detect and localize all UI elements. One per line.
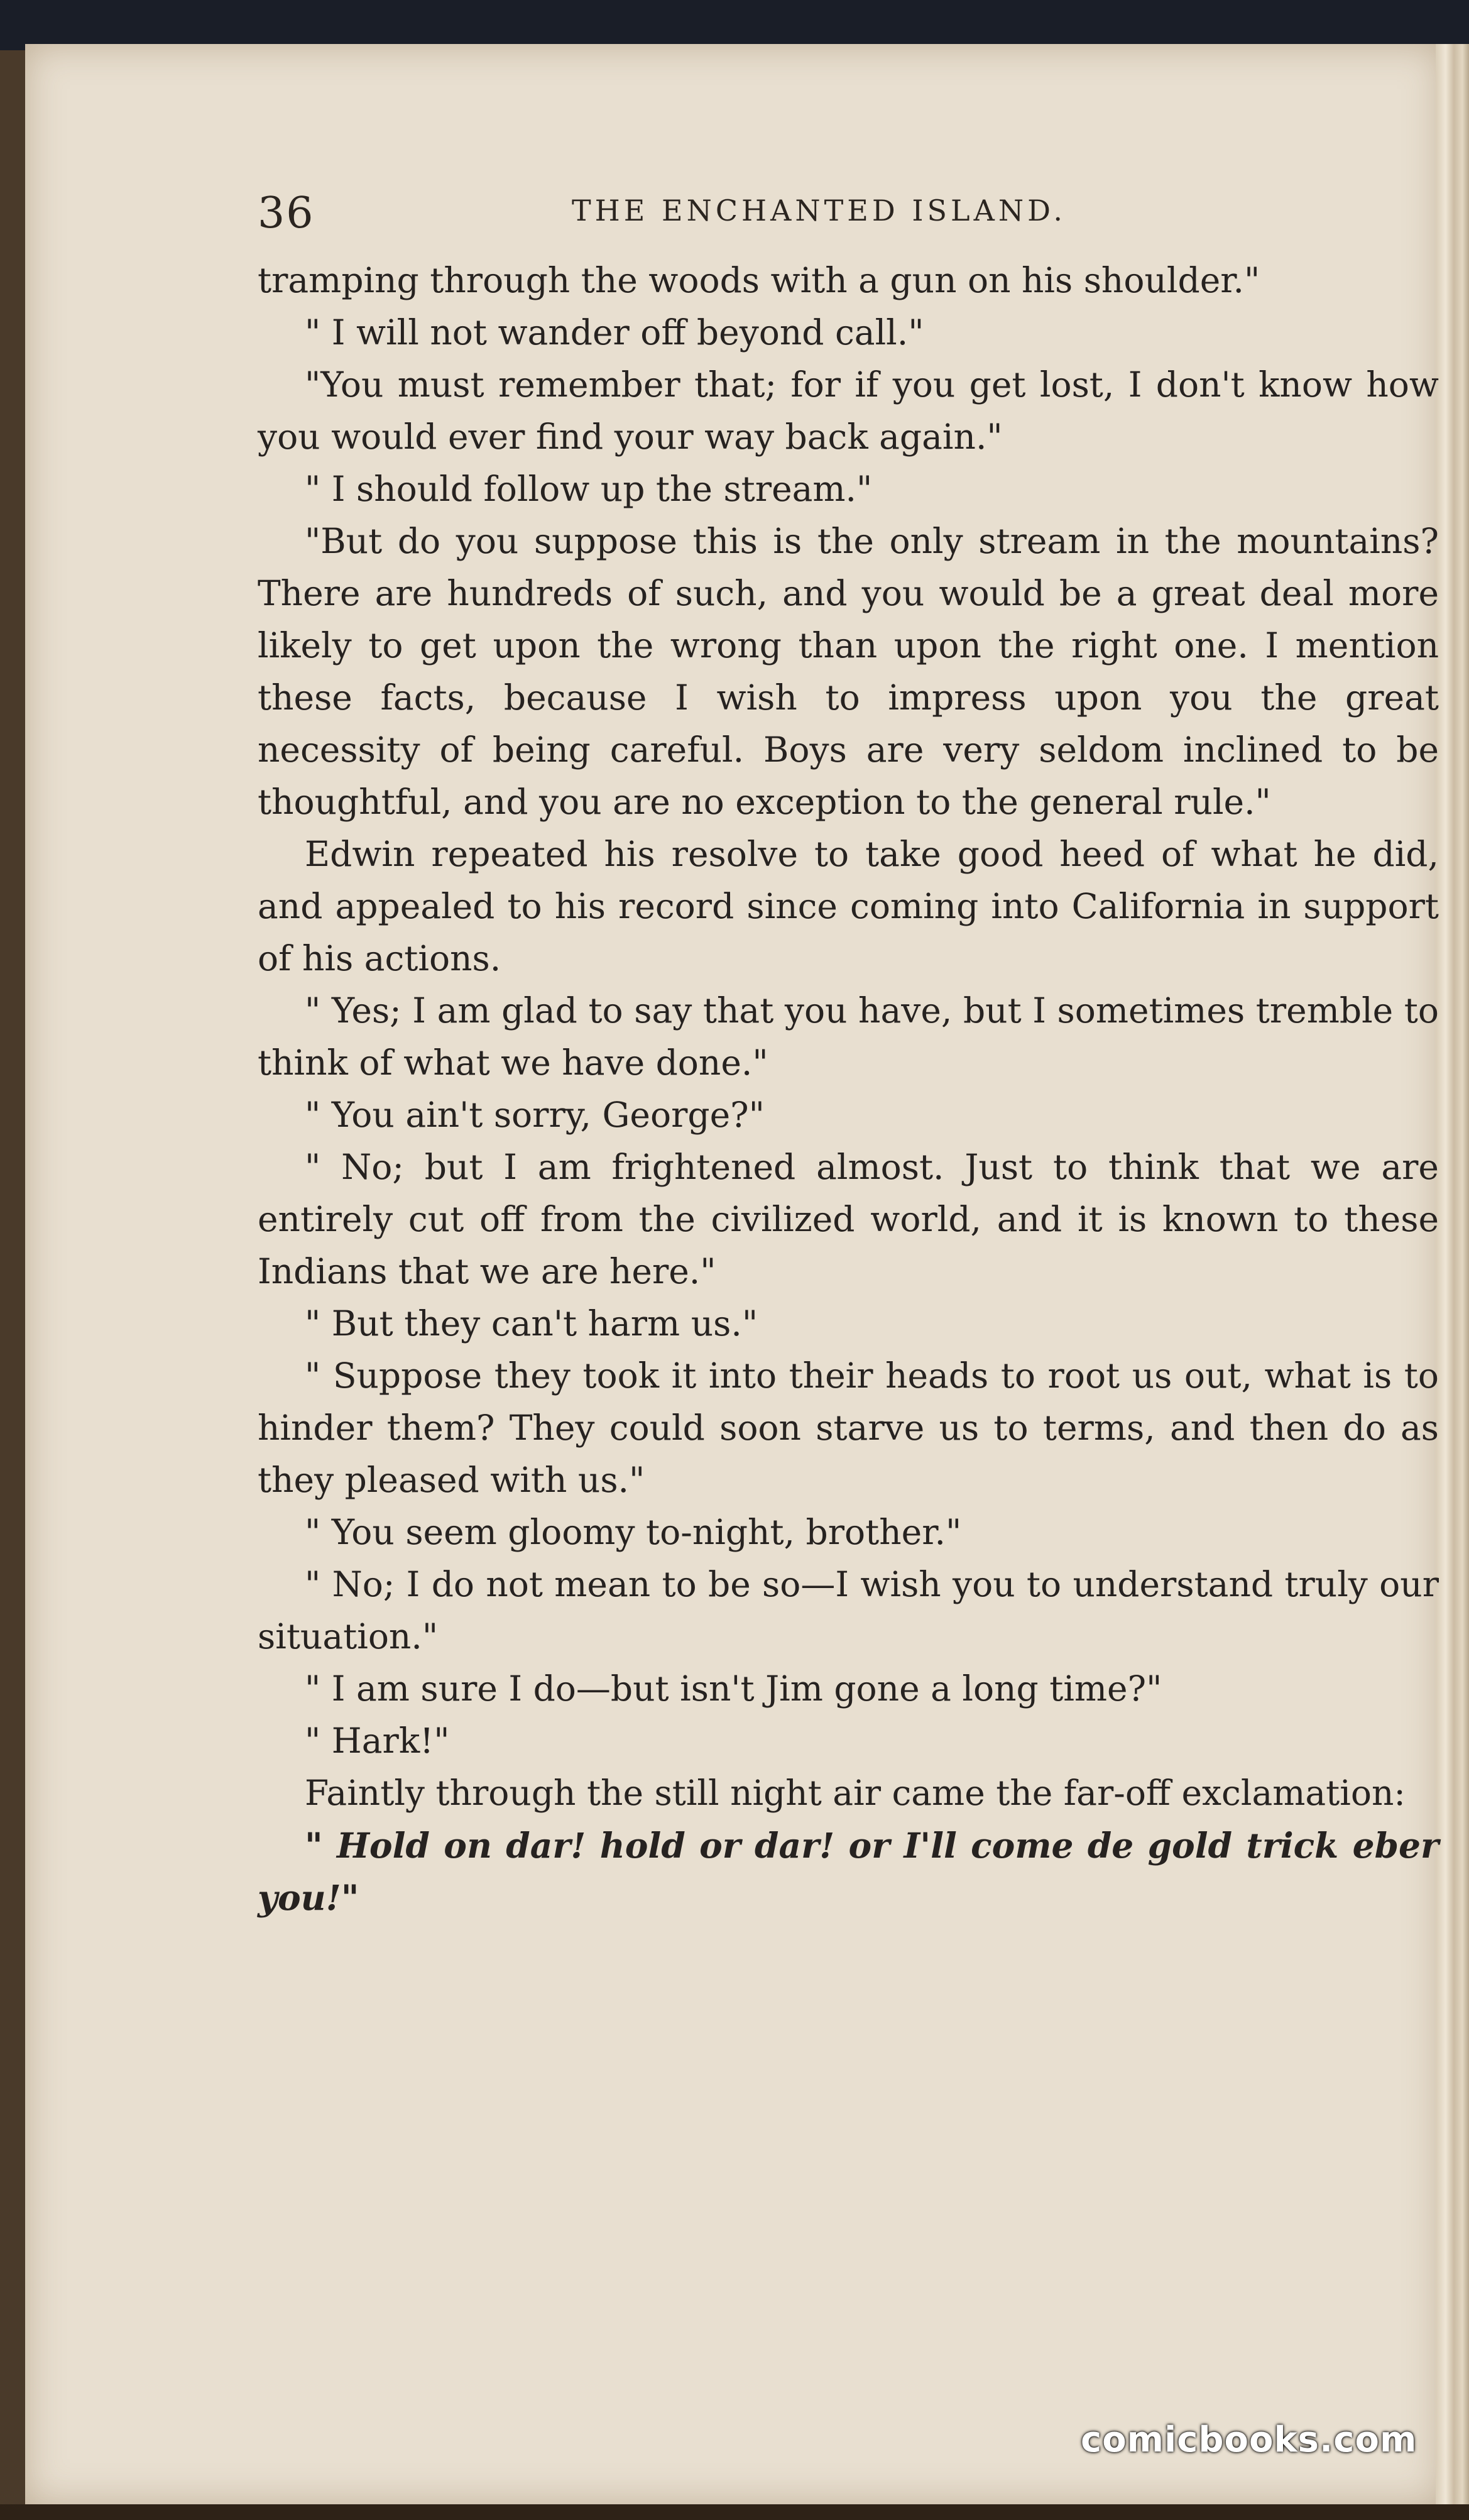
paragraph: Faintly through the still night air came the far-off exclamation: — [305, 1773, 1406, 1813]
paragraph: tramping through the woods with a gun on his shoulder." — [258, 260, 1260, 300]
body-text — [258, 255, 1439, 1924]
scan-bottom-border — [0, 2504, 1469, 2520]
paragraph: " You seem gloomy to-night, brother." — [305, 1512, 962, 1552]
paragraph: " No; I do not mean to be so—I wish you to understand truly our situation." — [258, 1564, 1439, 1657]
paragraph: " I will not wander off beyond call." — [305, 312, 924, 353]
paragraph: "But do you suppose this is the only stream in the mountains? There are hundreds of such, and you would be a great deal more likely to get upon the wrong than upon the right one. I mention these facts, because I wish to impress upon you the great necessity of being careful. Boys are very seldom inclined to be thoughtful, and you are no exception to the general rule." — [258, 521, 1439, 822]
paragraph: " Suppose they took it into their heads to root us out, what is to hinder them? They could soon starve us to terms, and then do as they pleased with us." — [258, 1356, 1439, 1500]
paragraph: "You must remember that; for if you get lost, I don't know how you would ever find your way back again." — [258, 364, 1439, 457]
scan-left-border — [0, 50, 25, 2520]
page-header — [258, 189, 1433, 245]
exclamation-paragraph: " Hold on dar! hold or dar! or I'll come de gold trick eber you!" — [258, 1825, 1439, 1918]
page-edge-stack — [1436, 44, 1469, 2520]
paragraph: " Yes; I am glad to say that you have, but I sometimes tremble to think of what we have done." — [258, 990, 1439, 1083]
scan-top-border — [0, 0, 1469, 50]
paragraph: " No; but I am frightened almost. Just to think that we are entirely cut off from the civilized world, and it is known to these Indians that we are here." — [258, 1147, 1439, 1291]
watermark: comicbooks.com — [1081, 2419, 1417, 2460]
paragraph: " You ain't sorry, George?" — [305, 1095, 765, 1135]
paragraph: " I am sure I do—but isn't Jim gone a long time?" — [305, 1668, 1162, 1709]
page-number: 36 — [258, 189, 315, 238]
paragraph: " Hark!" — [305, 1721, 450, 1761]
running-title: THE ENCHANTED ISLAND. — [572, 194, 1066, 227]
paragraph: " I should follow up the stream." — [305, 469, 873, 509]
paragraph: " But they can't harm us." — [305, 1303, 758, 1344]
paragraph: Edwin repeated his resolve to take good heed of what he did, and appealed to his record since coming into California in support of his actions. — [258, 834, 1439, 978]
